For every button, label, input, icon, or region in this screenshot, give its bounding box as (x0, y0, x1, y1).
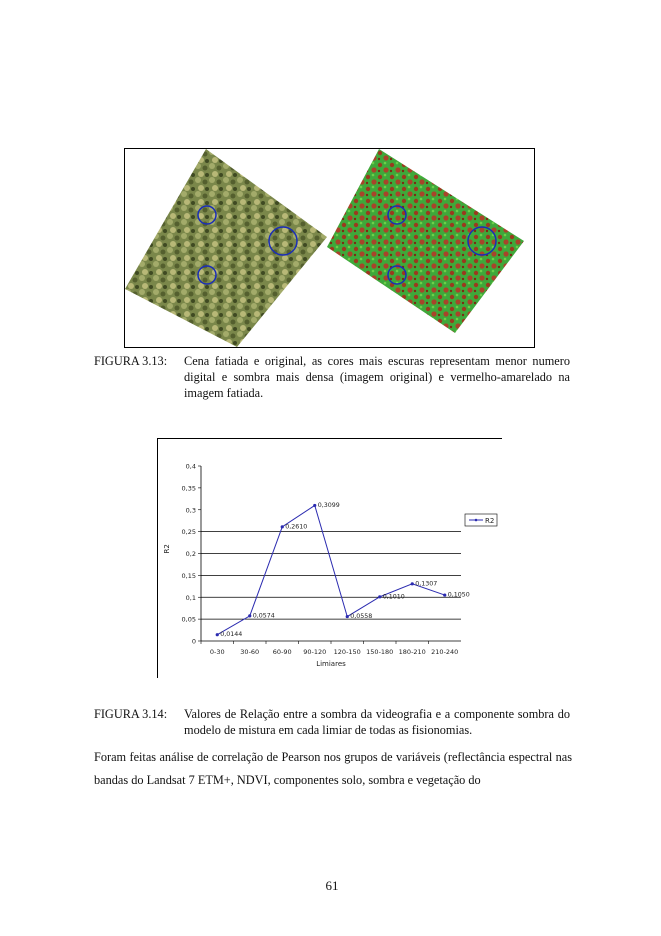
data-label: 0,2610 (285, 523, 308, 531)
figure-3-13-caption (94, 353, 572, 405)
y-tick-label: 0 (191, 637, 196, 646)
y-axis-label: R2 (163, 544, 171, 554)
y-tick-label: 0,15 (181, 571, 196, 580)
data-label: 0,0144 (220, 631, 243, 639)
figure-3-13-images (125, 149, 534, 347)
legend-marker (475, 519, 478, 522)
data-label: 0,3099 (317, 501, 340, 509)
data-point (216, 633, 219, 636)
x-tick-label: 210-240 (431, 648, 459, 656)
y-tick-label: 0,1 (185, 593, 196, 602)
x-tick-label: 180-210 (398, 648, 426, 656)
original-forest-image (125, 149, 327, 347)
data-point (411, 582, 414, 585)
y-tick-label: 0,25 (181, 528, 196, 537)
sliced-image (327, 149, 524, 333)
y-tick-label: 0,4 (185, 462, 196, 471)
x-tick-label: 150-180 (366, 648, 394, 656)
figure-3-14-text: Valores de Relação entre a sombra da videografia e a componente sombra do modelo de mistura em cada limiar de todas as fisionomias. (184, 707, 570, 737)
body-paragraph: Foram feitas análise de correlação de Pearson nos grupos de variáveis (reflectância espectral nas bandas do Landsat 7 ETM+, NDVI, componentes solo, sombra e vegetação do (94, 750, 572, 787)
y-tick-label: 0,2 (185, 550, 196, 558)
data-point (346, 615, 349, 618)
legend-label: R2 (485, 517, 495, 525)
y-tick-label: 0,05 (181, 615, 196, 624)
data-label: 0,0574 (252, 612, 275, 620)
x-tick-label: 90-120 (303, 648, 327, 656)
x-tick-label: 30-60 (240, 648, 260, 656)
figure-3-13-image-frame (124, 148, 535, 348)
x-tick-label: 120-150 (333, 648, 361, 656)
data-point (378, 595, 381, 598)
legend (465, 514, 497, 526)
x-tick-label: 60-90 (272, 648, 292, 656)
figure-3-14-label: FIGURA 3.14: (94, 707, 168, 721)
data-point (248, 614, 251, 617)
figure-3-14-caption (94, 706, 572, 740)
figure-3-13-label: FIGURA 3.13: (94, 354, 168, 368)
y-tick-label: 0,3 (185, 506, 196, 515)
y-tick-label: 0,35 (181, 484, 196, 493)
data-label: 0,1307 (415, 580, 438, 588)
data-point (281, 525, 284, 528)
data-point (313, 504, 316, 507)
figure-3-14-chart (157, 438, 502, 678)
figure-3-13-text: Cena fatiada e original, as cores mais escuras representam menor numero digital e sombra mais densa (imagem original) e vermelho-amarelado na imagem fatiada. (184, 354, 570, 400)
data-label: 0,0558 (350, 613, 373, 621)
chart-svg (157, 438, 502, 678)
data-label: 0,1050 (447, 591, 470, 599)
data-label: 0,1010 (382, 593, 405, 601)
page-number: 61 (325, 878, 339, 893)
data-point (443, 593, 446, 596)
x-tick-label: 0-30 (209, 648, 225, 656)
series-r2-line (217, 505, 445, 634)
x-axis-label: Limiares (316, 660, 346, 668)
